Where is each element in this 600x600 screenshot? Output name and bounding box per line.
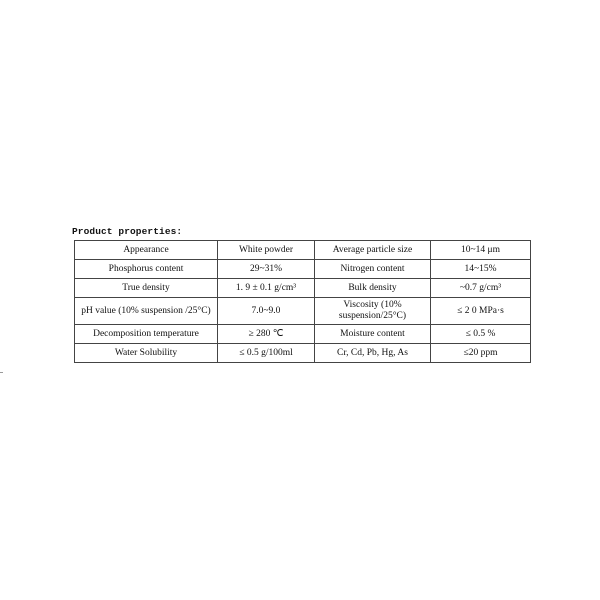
- table-row: [75, 241, 531, 260]
- property-label-cell: Appearance: [75, 241, 218, 260]
- property-label-cell: Nitrogen content: [315, 260, 431, 279]
- section-heading: Product properties:: [72, 226, 183, 237]
- property-label-cell: Decomposition temperature: [75, 325, 218, 344]
- property-value-cell: ≤ 0.5 g/100ml: [218, 344, 315, 363]
- table-row: [75, 298, 531, 325]
- property-value-cell: 7.0~9.0: [218, 298, 315, 325]
- property-label-cell: True density: [75, 279, 218, 298]
- table-row: [75, 260, 531, 279]
- property-value-cell: ≥ 280 ℃: [218, 325, 315, 344]
- table-row: [75, 325, 531, 344]
- property-label-cell: Phosphorus content: [75, 260, 218, 279]
- property-label-cell: Water Solubility: [75, 344, 218, 363]
- property-value-cell: ≤ 2 0 MPa·s: [431, 298, 531, 325]
- property-value-cell: 10~14 μm: [431, 241, 531, 260]
- property-value-cell: ≤ 0.5 %: [431, 325, 531, 344]
- product-properties-table: [74, 240, 531, 363]
- table-row: [75, 279, 531, 298]
- property-value-cell: 14~15%: [431, 260, 531, 279]
- property-label-cell: Viscosity (10% suspension/25°C): [315, 298, 431, 325]
- margin-mark: [0, 372, 3, 373]
- property-value-cell: ≤20 ppm: [431, 344, 531, 363]
- property-label-cell: Average particle size: [315, 241, 431, 260]
- property-value-cell: White powder: [218, 241, 315, 260]
- property-label-cell: Moisture content: [315, 325, 431, 344]
- property-label-cell: pH value (10% suspension /25°C): [75, 298, 218, 325]
- property-value-cell: 1. 9 ± 0.1 g/cm³: [218, 279, 315, 298]
- property-value-cell: 29~31%: [218, 260, 315, 279]
- property-label-cell: Bulk density: [315, 279, 431, 298]
- property-value-cell: ~0.7 g/cm³: [431, 279, 531, 298]
- table-row: [75, 344, 531, 363]
- property-label-cell: Cr, Cd, Pb, Hg, As: [315, 344, 431, 363]
